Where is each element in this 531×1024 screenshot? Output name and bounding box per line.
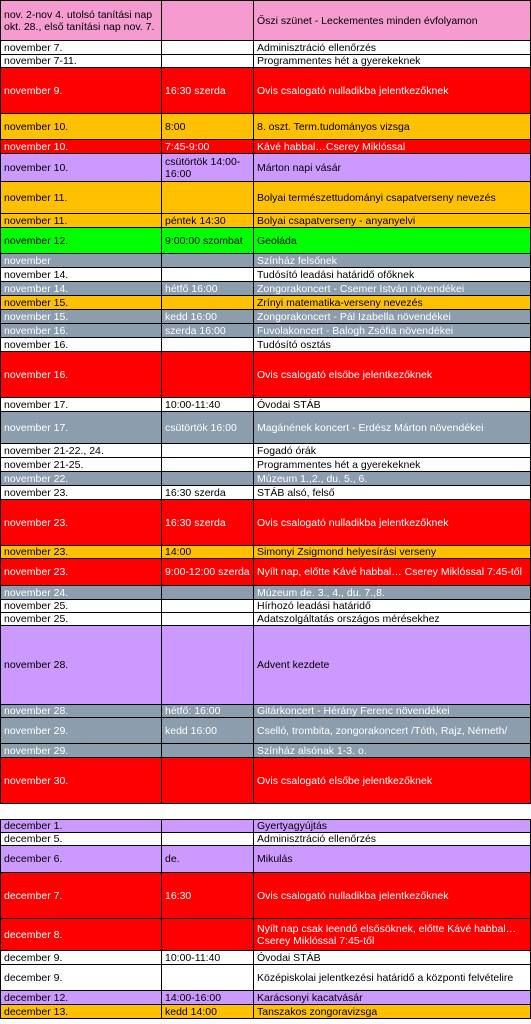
event-cell: Márton napi vásár [254,154,531,182]
time-cell [162,1,254,41]
date-cell: november 9. [1,68,162,114]
event-cell: Óvodai STÁB [254,398,531,412]
date-cell: november 29. [1,744,162,758]
time-cell [162,352,254,398]
schedule-row [1,458,531,472]
time-cell [162,744,254,758]
event-cell: Mikulás [254,846,531,873]
date-cell: november 28. [1,705,162,718]
schedule-row [1,114,531,140]
time-cell [162,600,254,613]
time-cell [162,458,254,472]
schedule-row [1,705,531,718]
time-cell: kedd 14:00 [162,1005,254,1019]
time-cell: 9:00-12:00 szerda [162,559,254,586]
schedule-row [1,951,531,965]
event-cell: Adminisztráció ellenőrzés [254,833,531,846]
date-cell: december 6. [1,846,162,873]
schedule-row [1,338,531,352]
date-cell: november 21-22., 24. [1,444,162,458]
event-cell: Óvodai STÁB [254,951,531,965]
date-cell: november 28. [1,626,162,705]
schedule-row [1,55,531,68]
schedule-row [1,600,531,613]
schedule-row [1,846,531,873]
date-cell: november 11. [1,214,162,228]
date-cell: november 29. [1,718,162,744]
schedule-row [1,919,531,951]
schedule-row [1,268,531,282]
time-cell [162,444,254,458]
time-cell: 14:00-16:00 [162,991,254,1005]
time-cell [162,55,254,68]
time-cell [162,919,254,951]
schedule-row [1,1,531,41]
date-cell: november 23. [1,559,162,586]
date-cell: november 14. [1,268,162,282]
date-cell: november 30. [1,758,162,804]
date-cell: november 16. [1,338,162,352]
date-cell: november 15. [1,296,162,310]
schedule-row [1,310,531,324]
date-cell: november 7-11. [1,55,162,68]
month-separator [1,804,531,820]
schedule-row [1,282,531,296]
event-cell: Programmentes hét a gyerekeknek [254,55,531,68]
schedule-row [1,182,531,214]
event-cell: Adminisztráció ellenőrzés [254,41,531,55]
time-cell [162,820,254,833]
schedule-row [1,820,531,833]
event-cell: Cselló, trombita, zongorakoncert /Tóth, Rajz, Németh/ [254,718,531,744]
schedule-row [1,626,531,705]
event-cell: Gyertyagyújtás [254,820,531,833]
date-cell: november 23. [1,486,162,500]
time-cell: szerda 16:00 [162,324,254,338]
time-cell [162,833,254,846]
event-cell: Múzeum de. 3., 4., du. 7.,8. [254,586,531,600]
december-section [1,820,531,1019]
schedule-row [1,41,531,55]
event-cell: Simonyi Zsigmond helyesírási verseny [254,546,531,559]
date-cell: november [1,254,162,268]
schedule-row [1,833,531,846]
schedule-row [1,324,531,338]
event-cell: Nyílt nap csak leendő elsősöknek, előtte Kávé habbal… Cserey Miklóssal 7:45-től [254,919,531,951]
date-cell: november 23. [1,500,162,546]
separator-cell [1,804,531,820]
date-cell: december 12. [1,991,162,1005]
schedule-row [1,758,531,804]
schedule-row [1,991,531,1005]
event-cell: Advent kezdete [254,626,531,705]
date-cell: december 1. [1,820,162,833]
time-cell: csütörtök 16:00 [162,412,254,444]
schedule-row [1,444,531,458]
date-cell: november 25. [1,613,162,626]
event-cell: Hírhozó leadási határidő [254,600,531,613]
schedule-row [1,296,531,310]
date-cell: november 10. [1,114,162,140]
time-cell: kedd 16:00 [162,310,254,324]
schedule-row [1,254,531,268]
schedule-row [1,154,531,182]
date-cell: november 21-25. [1,458,162,472]
time-cell: 16:30 szerda [162,500,254,546]
event-cell: Középiskolai jelentkezési határidő a központi felvételire [254,965,531,991]
event-cell: Nyílt nap, előtte Kávé habbal… Cserey Miklóssal 7:45-től [254,559,531,586]
time-cell: 16:30 [162,873,254,919]
schedule-row [1,1005,531,1019]
november-section [1,1,531,804]
time-cell: hétfő: 16:00 [162,705,254,718]
event-cell: Színház alsónak 1-3. o. [254,744,531,758]
time-cell: 7:45-9:00 [162,140,254,154]
schedule-row [1,965,531,991]
event-cell: Zongorakoncert - Csemer István növendékei [254,282,531,296]
time-cell [162,586,254,600]
date-cell: november 7. [1,41,162,55]
event-cell: Magánének koncert - Erdész Márton növendékei [254,412,531,444]
time-cell [162,268,254,282]
date-cell: december 7. [1,873,162,919]
event-cell: Őszi szünet - Leckementes minden évfolyamon [254,1,531,41]
event-cell: Zongorakoncert - Pál Izabella növendékei [254,310,531,324]
schedule-row [1,873,531,919]
time-cell [162,965,254,991]
date-cell: november 12. [1,228,162,254]
schedule-row [1,546,531,559]
event-cell: Geoláda [254,228,531,254]
time-cell [162,626,254,705]
schedule-row [1,412,531,444]
event-cell: 8. oszt. Term.tudományos vizsga [254,114,531,140]
date-cell: december 9. [1,951,162,965]
event-cell: Ovis csalogató nulladikba jelentkezőknek [254,873,531,919]
date-cell: november 17. [1,398,162,412]
schedule-row [1,228,531,254]
date-cell: november 11. [1,182,162,214]
date-cell: december 8. [1,919,162,951]
time-cell: kedd 16:00 [162,718,254,744]
schedule-row [1,586,531,600]
separator-row [1,804,531,820]
event-cell: Ovis csalogató nulladikba jelentkezőknek [254,68,531,114]
date-cell: november 16. [1,324,162,338]
time-cell: 8:00 [162,114,254,140]
time-cell: 10:00-11:40 [162,398,254,412]
time-cell [162,613,254,626]
date-cell: december 13. [1,1005,162,1019]
date-cell: november 10. [1,154,162,182]
time-cell [162,254,254,268]
date-cell: november 22. [1,472,162,486]
time-cell [162,296,254,310]
event-cell: Adatszolgáltatás országos mérésekhez [254,613,531,626]
event-cell: Fogadó órák [254,444,531,458]
event-cell: Tanszakos zongoravizsga [254,1005,531,1019]
date-cell: november 14. [1,282,162,296]
schedule-row [1,398,531,412]
date-cell: november 23. [1,546,162,559]
time-cell: 16:30 szerda [162,486,254,500]
time-cell: 9:00:00 szombat [162,228,254,254]
event-cell: Bolyai csapatverseny - anyanyelvi [254,214,531,228]
date-cell: december 5. [1,833,162,846]
date-cell: november 10. [1,140,162,154]
time-cell [162,472,254,486]
event-cell: STÁB alsó, felső [254,486,531,500]
time-cell [162,758,254,804]
event-cell: Bolyai természettudományi csapatverseny nevezés [254,182,531,214]
event-cell: Ovis csalogató elsőbe jelentkezőknek [254,352,531,398]
event-cell: Tudósító leadási határidő ofőknek [254,268,531,282]
event-cell: Tudósító osztás [254,338,531,352]
schedule-row [1,352,531,398]
schedule-row [1,559,531,586]
date-cell: november 17. [1,412,162,444]
schedule-row [1,68,531,114]
time-cell: 10:00-11:40 [162,951,254,965]
schedule-row [1,500,531,546]
time-cell: 14:00 [162,546,254,559]
event-cell: Karácsonyi kacatvásár [254,991,531,1005]
time-cell: 16:30 szerda [162,68,254,114]
event-cell: Gitárkoncert - Hérány Ferenc növendékei [254,705,531,718]
event-cell: Zrínyi matematika-verseny nevezés [254,296,531,310]
event-cell: Fuvolakoncert - Balogh Zsófia növendékei [254,324,531,338]
schedule-row [1,214,531,228]
schedule-row [1,613,531,626]
schedule-row [1,486,531,500]
schedule-row [1,718,531,744]
event-cell: Programmentes hét a gyerekeknek [254,458,531,472]
time-cell: péntek 14:30 [162,214,254,228]
event-cell: Ovis csalogató elsőbe jelentkezőknek [254,758,531,804]
time-cell [162,338,254,352]
date-cell: nov. 2-nov 4. utolsó tanítási nap okt. 28., első tanítási nap nov. 7. [1,1,162,41]
date-cell: november 16. [1,352,162,398]
time-cell [162,182,254,214]
event-cell: Kávé habbal…Cserey Miklóssal [254,140,531,154]
time-cell [162,41,254,55]
time-cell: csütörtök 14:00-16:00 [162,154,254,182]
schedule-row [1,472,531,486]
schedule-row [1,744,531,758]
date-cell: november 24. [1,586,162,600]
date-cell: december 9. [1,965,162,991]
event-cell: Színház felsőnek [254,254,531,268]
schedule-row [1,140,531,154]
date-cell: november 15. [1,310,162,324]
time-cell: de. [162,846,254,873]
event-cell: Ovis csalogató nulladikba jelentkezőknek [254,500,531,546]
date-cell: november 25. [1,600,162,613]
time-cell: hétfő 16:00 [162,282,254,296]
event-cell: Múzeum 1.,2., du. 5., 6. [254,472,531,486]
